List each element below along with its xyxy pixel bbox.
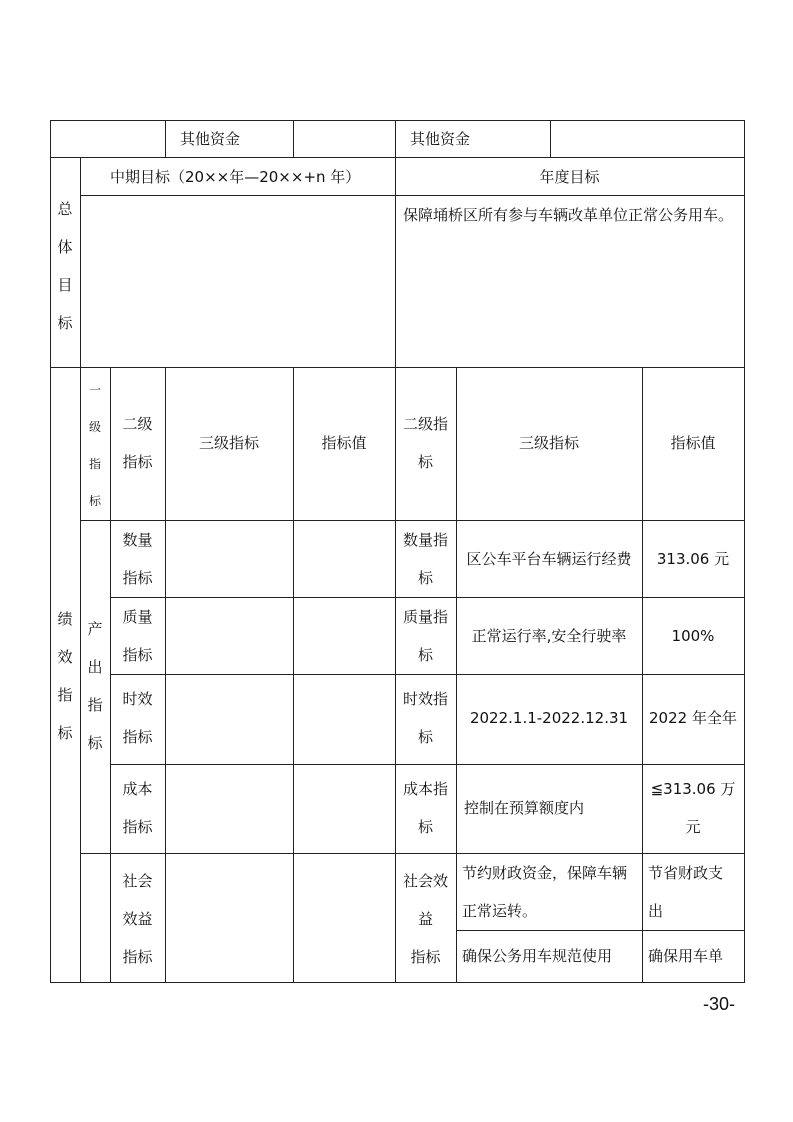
page-number: -30- [702,994,735,1014]
table-bottom-border [50,982,745,983]
timeliness-indicator-left: 时效 指标 [122,690,153,746]
mid-term-goal-header: 中期目标（20××年—20××+n 年） [110,168,361,186]
level1-indicator-label: 一 级 指 标 [88,383,101,508]
quantity-indicator-right: 数量指 标 [402,531,448,587]
col-line-293 [293,120,294,157]
col-line-550 [550,120,551,157]
cost-indicator-left: 成本 指标 [122,780,153,836]
table-top-border [50,120,745,121]
row-line-social-mid [456,930,745,931]
table-right-border [744,120,745,983]
timeliness-level3-text: 2022.1.1-2022.12.31 [469,709,629,727]
indicator-value-label-right: 指标值 [670,434,716,452]
quality-level3-text: 正常运行率,安全行驶率 [471,627,627,645]
quantity-indicator-left: 数量 指标 [122,531,153,587]
performance-indicator-side-label: 绩 效 指 标 [57,610,73,742]
row-line-cost [80,853,745,854]
cost-level3-text: 控制在预算额度内 [464,799,585,817]
social-benefit-value-b: 确保用车单 [648,947,724,965]
other-funds-label-left: 其他资金 [180,130,241,148]
cost-indicator-right: 成本指 标 [402,780,448,836]
level3-indicator-label-left: 三级指标 [198,434,259,452]
timeliness-indicator-right: 时效指 标 [402,690,448,746]
cost-value: ≦313.06 万 元 [650,780,736,836]
indicator-value-label-left: 指标值 [321,434,367,452]
level2-indicator-label-right: 二级指 标 [402,415,448,471]
output-indicator-side-label: 产 出 指 标 [87,620,103,752]
social-benefit-level3-a: 节约财政资金，保障车辆 正常运转。 [462,864,628,920]
row-line-quality [110,674,745,675]
level3-indicator-label-right: 三级指标 [518,434,579,452]
level2-indicator-label-left: 二级 指标 [122,415,153,471]
social-benefit-indicator-right: 社会效 益 指标 [402,872,448,966]
social-benefit-level3-b: 确保公务用车规范使用 [462,947,613,965]
annual-goal-text: 保障埇桥区所有参与车辆改革单位正常公务用车。 [403,206,734,224]
quality-indicator-left: 质量 指标 [122,608,153,664]
timeliness-value: 2022 年全年 [649,709,737,727]
col-line-165 [165,120,166,157]
col-line-80 [80,157,81,983]
social-benefit-indicator-left: 社会 效益 指标 [122,872,153,966]
quality-indicator-right: 质量指 标 [402,608,448,664]
quantity-value: 313.06 元 [656,550,730,568]
quality-value: 100% [671,627,715,645]
overall-goal-side-label: 总 体 目 标 [57,200,73,332]
other-funds-label-right: 其他资金 [410,130,471,148]
quantity-level3-text: 区公车平台车辆运行经费 [466,550,632,568]
social-benefit-value-a: 节省财政支 出 [648,864,724,920]
row-line-timeliness [110,764,745,765]
annual-goal-header: 年度目标 [539,168,600,186]
row-line-goal-end [50,367,745,368]
